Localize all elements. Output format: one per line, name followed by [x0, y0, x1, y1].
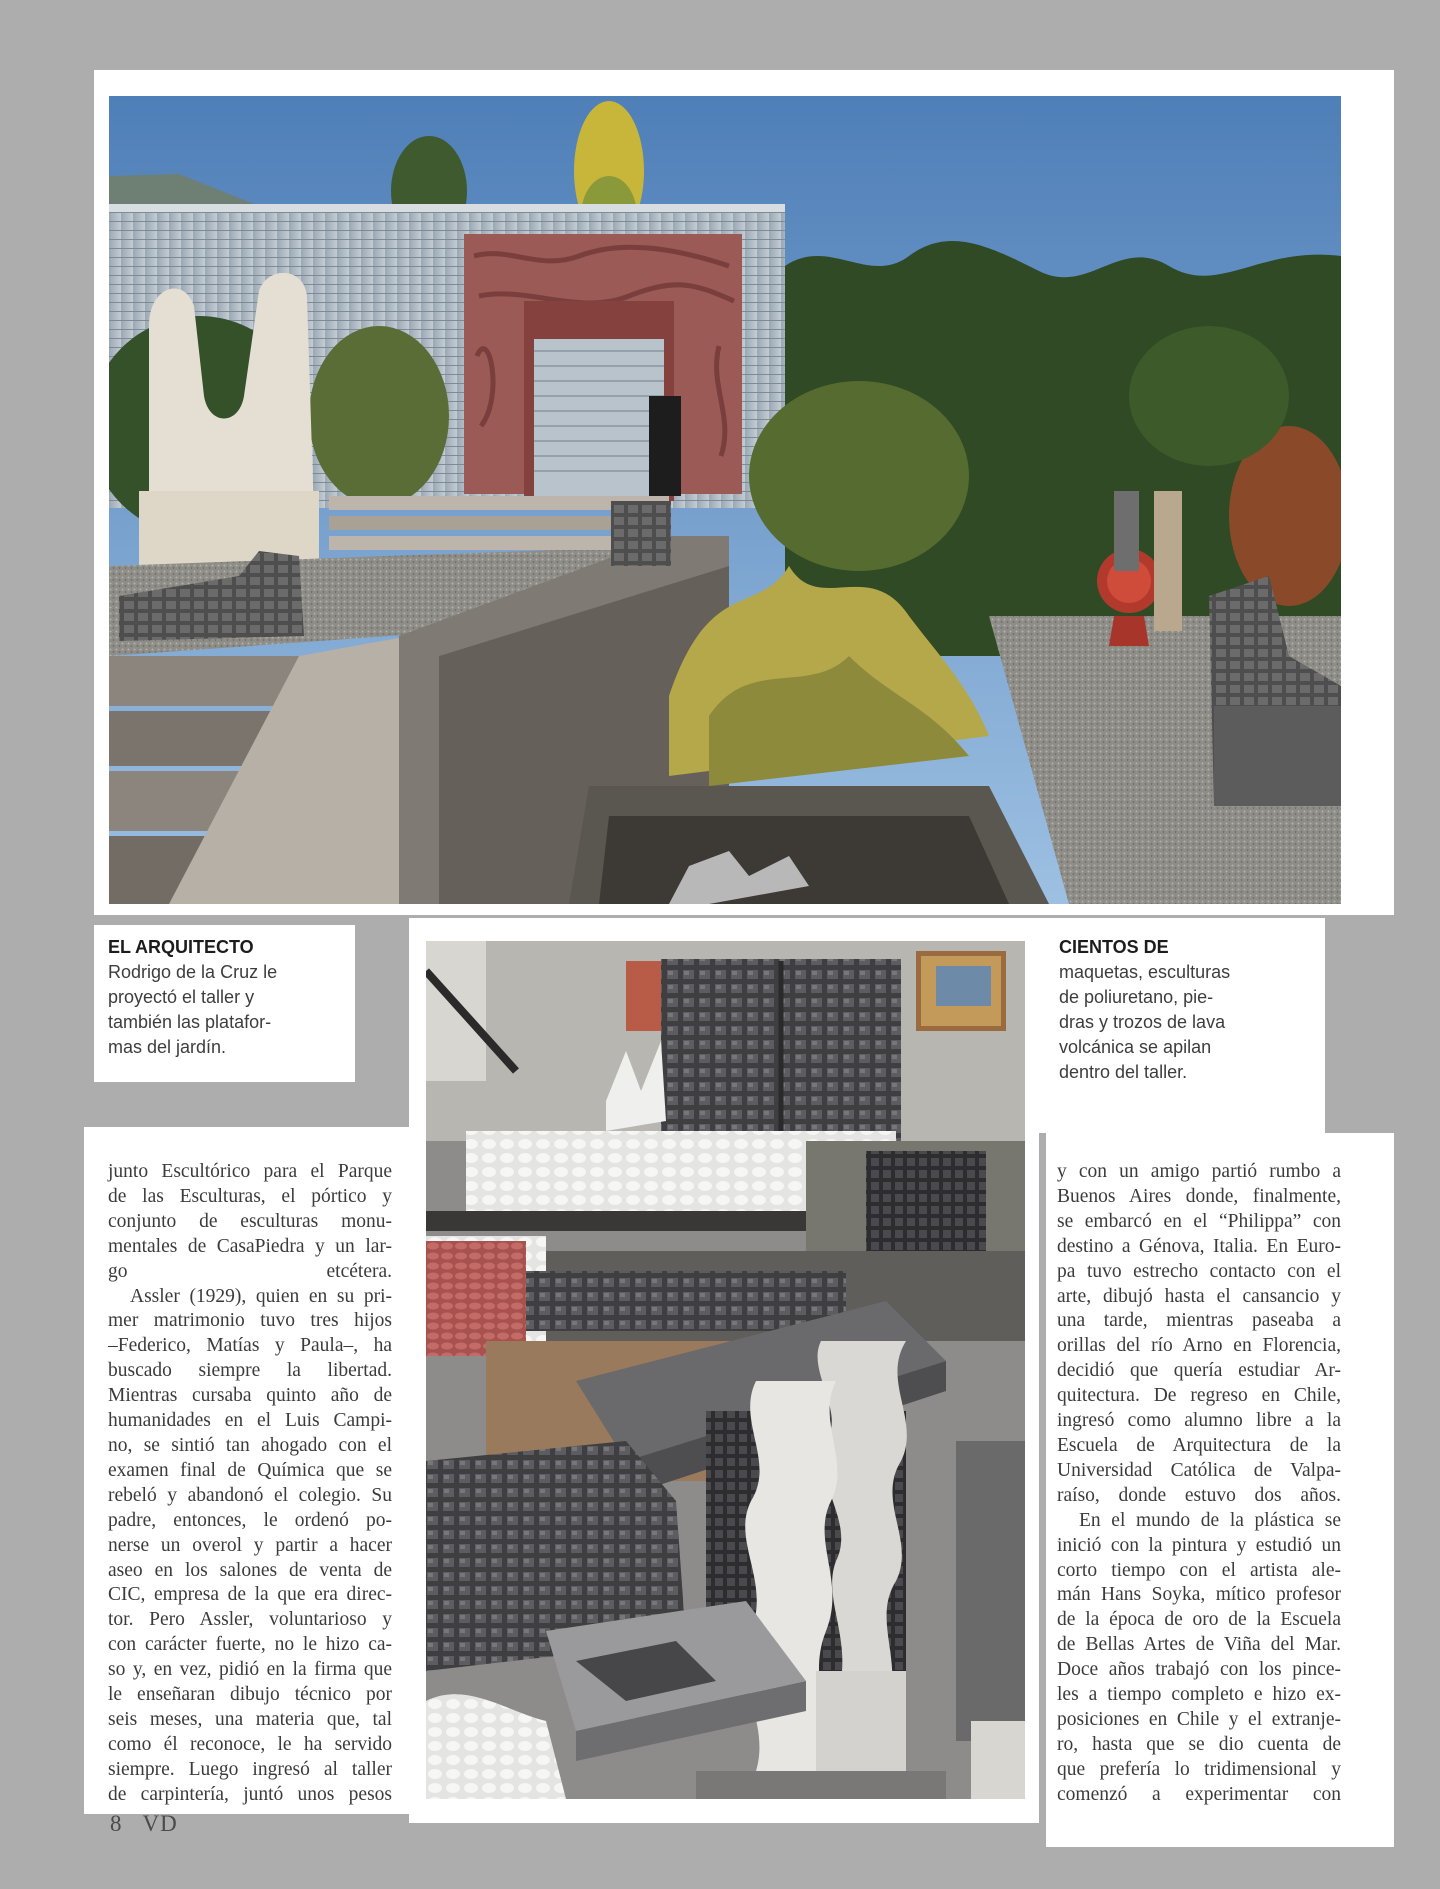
- sculpture-garden-photo: [109, 96, 1341, 904]
- left-paragraph-1: [108, 1160, 392, 1285]
- left-caption: [108, 935, 348, 1060]
- text-line: ingresó como alumno libre a la: [1057, 1410, 1341, 1432]
- text-line: de la época de oro de la Escuela: [1057, 1609, 1341, 1631]
- text-line: de carpintería, juntó unos pesos: [108, 1783, 392, 1805]
- text-line: –Federico, Matías y Paula–, ha: [108, 1335, 392, 1357]
- text-line: Universidad Católica de Valpa-: [1057, 1459, 1341, 1481]
- text-line: arte, dibujó hasta el cansancio y: [1057, 1285, 1341, 1307]
- text-line: orillas del río Arno en Florencia,: [1057, 1335, 1341, 1357]
- text-line: rebeló y abandonó el colegio. Su: [108, 1484, 392, 1506]
- text-line: Doce años trabajó con los pince-: [1057, 1659, 1341, 1681]
- text-line: Assler (1929), quien en su pri-: [130, 1285, 392, 1307]
- workshop-interior-photo: [426, 941, 1025, 1799]
- text-line: posiciones en Chile y el extranje-: [1057, 1708, 1341, 1730]
- text-line: le enseñaran dibujo técnico por: [108, 1684, 392, 1706]
- text-line: CIC, empresa de la que era direc-: [108, 1584, 392, 1606]
- text-line: nerse un overol y partir a hacer: [108, 1534, 392, 1556]
- magazine-name: VD: [142, 1811, 178, 1836]
- text-line: decidió que quería estudiar Ar-: [1057, 1360, 1341, 1382]
- text-line: comenzó a experimentar con: [1057, 1783, 1341, 1805]
- text-line: raíso, donde estuvo dos años.: [1057, 1484, 1341, 1506]
- right-column-gutter: [1039, 1133, 1046, 1823]
- text-line: examen final de Química que se: [108, 1459, 392, 1481]
- text-line: Mientras cursaba quinto año de: [108, 1385, 392, 1407]
- left-caption-heading: EL ARQUITECTO: [108, 937, 254, 957]
- text-line: ro, hasta que se dio cuenta de: [1057, 1733, 1341, 1755]
- text-line: junto Escultórico para el Parque: [108, 1161, 392, 1182]
- text-line: como él reconoce, le ha servido: [108, 1733, 392, 1755]
- text-line: so y, en vez, pidió en la firma que: [108, 1659, 392, 1681]
- text-line: no, se sintió tan ahogado con el: [108, 1434, 392, 1456]
- right-paragraph-2: [1057, 1509, 1341, 1808]
- left-paragraph-2: [108, 1285, 392, 1808]
- workshop-illustration: [426, 941, 1025, 1799]
- text-line: mán Hans Soyka, mítico profesor: [1057, 1584, 1341, 1606]
- text-line: de Bellas Artes de Viña del Mar.: [1057, 1634, 1341, 1656]
- text-line: pa tuvo estrecho contacto con el: [1057, 1260, 1341, 1282]
- text-line: se embarcó en el “Philippa” con: [1057, 1210, 1341, 1232]
- text-line: una tarde, mientras paseaba a: [1057, 1310, 1341, 1332]
- text-line: seis meses, una materia que, tal: [108, 1708, 392, 1730]
- right-caption-heading: CIENTOS DE: [1059, 937, 1169, 957]
- text-line: quitectura. De regreso en Chile,: [1057, 1385, 1341, 1407]
- text-line: buscado siempre la libertad.: [108, 1360, 392, 1382]
- left-caption-body: Rodrigo de la Cruz le proyectó el taller y también las platafor- mas del jardín.: [108, 962, 278, 1057]
- left-body-column: [108, 1160, 392, 1808]
- right-paragraph-1: [1057, 1160, 1341, 1509]
- text-line: go etcétera.: [108, 1260, 392, 1282]
- text-line: tor. Pero Assler, voluntarioso y: [108, 1609, 392, 1631]
- right-caption-body: maquetas, esculturas de poliuretano, pie- dras y trozos de lava volcánica se apilan dentro del taller.: [1059, 962, 1231, 1082]
- text-line: que prefería lo tridimensional y: [1057, 1758, 1341, 1780]
- text-line: les a tiempo completo e hizo ex-: [1057, 1684, 1341, 1706]
- text-line: y con un amigo partió rumbo a: [1057, 1161, 1341, 1182]
- text-line: siempre. Luego ingresó al taller: [108, 1758, 392, 1780]
- text-line: En el mundo de la plástica se: [1079, 1509, 1341, 1531]
- text-line: mer matrimonio tuvo tres hijos: [108, 1310, 392, 1332]
- right-body-column: [1057, 1160, 1341, 1808]
- text-line: inició con la pintura y estudió un: [1057, 1534, 1341, 1556]
- sculpture-garden-illustration: [109, 96, 1341, 904]
- text-line: padre, entonces, le ordenó po-: [108, 1509, 392, 1531]
- text-line: de las Esculturas, el pórtico y: [108, 1185, 392, 1207]
- text-line: humanidades en el Luis Campi-: [108, 1410, 392, 1432]
- text-line: destino a Génova, Italia. En Euro-: [1057, 1235, 1341, 1257]
- page-number: 8: [110, 1811, 123, 1836]
- text-line: Escuela de Arquitectura de la: [1057, 1434, 1341, 1456]
- text-line: con carácter fuerte, no le hizo ca-: [108, 1634, 392, 1656]
- text-line: mentales de CasaPiedra y un lar-: [108, 1235, 392, 1257]
- page-folio: [110, 1811, 198, 1837]
- right-caption: [1059, 935, 1309, 1085]
- text-line: conjunto de esculturas monu-: [108, 1210, 392, 1232]
- text-line: corto tiempo con el artista ale-: [1057, 1559, 1341, 1581]
- text-line: aseo en los salones de venta de: [108, 1559, 392, 1581]
- text-line: Buenos Aires donde, finalmente,: [1057, 1185, 1341, 1207]
